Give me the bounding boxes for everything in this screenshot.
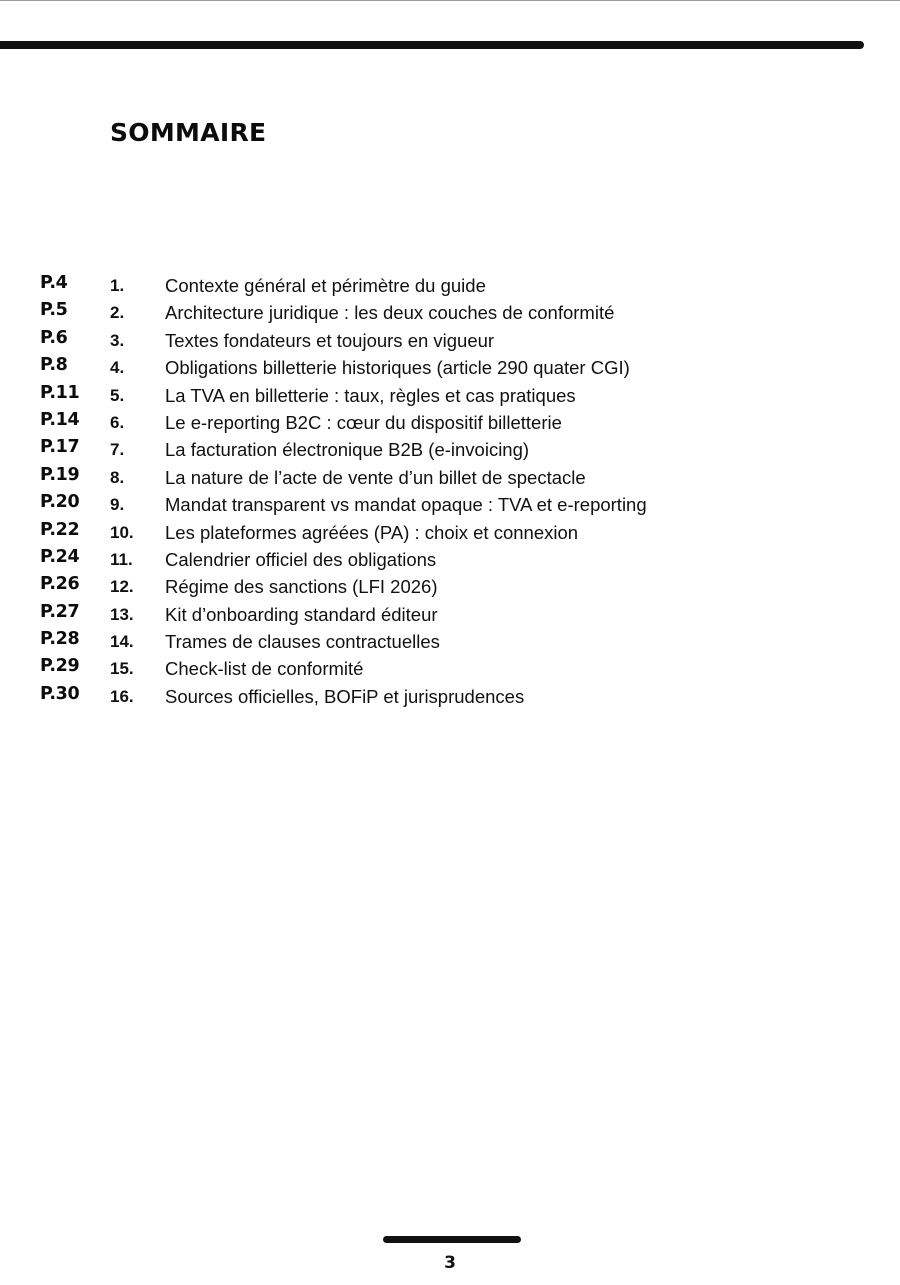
toc-section-number: 11. — [110, 549, 133, 569]
toc-section-title: La TVA en billetterie : taux, règles et cas pratiques — [165, 384, 576, 406]
table-of-contents — [0, 272, 900, 710]
toc-section-number: 4. — [110, 358, 125, 378]
toc-page-ref: P.8 — [40, 355, 68, 376]
toc-page-ref: P.28 — [40, 629, 80, 650]
toc-section-number: 1. — [110, 276, 125, 295]
toc-page-ref: P.11 — [40, 382, 80, 403]
toc-page-ref: P.17 — [40, 437, 80, 458]
toc-section-title: Sources officielles, BOFiP et jurisprudences — [165, 685, 525, 707]
toc-entry-7[interactable] — [0, 436, 900, 463]
toc-section-title: Régime des sanctions (LFI 2026) — [165, 576, 438, 598]
toc-entry-2[interactable] — [0, 299, 900, 326]
toc-page-ref: P.6 — [40, 327, 68, 348]
toc-section-title: Architecture juridique : les deux couches de conformité — [165, 302, 615, 324]
toc-page-ref: P.14 — [40, 409, 80, 430]
top-hairline — [0, 0, 900, 1]
toc-entry-6[interactable] — [0, 409, 900, 436]
toc-page-ref: P.22 — [40, 519, 80, 540]
toc-section-title: Calendrier officiel des obligations — [165, 548, 437, 570]
toc-entry-13[interactable] — [0, 601, 900, 628]
toc-entry-15[interactable] — [0, 655, 900, 682]
toc-page-ref: P.26 — [40, 574, 80, 595]
toc-entry-9[interactable] — [0, 491, 900, 518]
toc-entry-5[interactable] — [0, 382, 900, 409]
toc-section-title: Mandat transparent vs mandat opaque : TVA et e-reporting — [165, 494, 647, 516]
toc-section-number: 14. — [110, 632, 134, 652]
toc-section-number: 8. — [110, 467, 125, 487]
toc-entry-10[interactable] — [0, 519, 900, 546]
toc-section-title: Les plateformes agréées (PA) : choix et connexion — [165, 521, 579, 543]
toc-page-ref: P.27 — [40, 601, 80, 622]
toc-section-number: 5. — [110, 385, 125, 405]
header-rule — [0, 41, 864, 49]
toc-section-number: 16. — [110, 686, 134, 706]
toc-section-number: 9. — [110, 495, 125, 515]
toc-entry-14[interactable] — [0, 628, 900, 655]
toc-section-title: Kit d’onboarding standard éditeur — [165, 603, 438, 625]
toc-page-ref: P.4 — [40, 273, 68, 293]
toc-entry-11[interactable] — [0, 546, 900, 573]
toc-section-title: Check-list de conformité — [165, 658, 364, 680]
toc-page-ref: P.30 — [40, 683, 80, 704]
toc-page-ref: P.20 — [40, 492, 80, 513]
toc-entry-8[interactable] — [0, 464, 900, 491]
toc-page-ref: P.5 — [40, 300, 68, 321]
toc-section-number: 2. — [110, 303, 125, 323]
toc-page-ref: P.29 — [40, 656, 80, 677]
toc-entry-4[interactable] — [0, 354, 900, 381]
toc-section-title: La nature de l’acte de vente d’un billet de spectacle — [165, 466, 586, 488]
toc-section-title: Le e-reporting B2C : cœur du dispositif billetterie — [165, 411, 562, 433]
toc-section-number: 13. — [110, 604, 134, 624]
toc-section-number: 12. — [110, 577, 134, 597]
toc-page-ref: P.24 — [40, 546, 80, 567]
toc-entry-12[interactable] — [0, 573, 900, 600]
toc-page-ref: P.19 — [40, 464, 80, 485]
toc-section-title: Trames de clauses contractuelles — [165, 631, 440, 653]
toc-section-number: 7. — [110, 440, 125, 460]
toc-entry-16[interactable] — [0, 683, 900, 710]
toc-section-title: Obligations billetterie historiques (article 290 quater CGI) — [165, 357, 630, 379]
toc-entry-3[interactable] — [0, 327, 900, 354]
toc-section-number: 10. — [110, 522, 134, 542]
toc-section-title: Contexte général et périmètre du guide — [165, 275, 486, 296]
footer-rule — [383, 1236, 521, 1243]
page-number: 3 — [444, 1253, 456, 1273]
toc-section-title: Textes fondateurs et toujours en vigueur — [165, 329, 495, 351]
toc-section-title: La facturation électronique B2B (e-invoicing) — [165, 439, 530, 461]
toc-section-number: 6. — [110, 412, 125, 432]
page-title: SOMMAIRE — [110, 118, 267, 147]
toc-entry-1[interactable] — [0, 272, 900, 299]
toc-section-number: 15. — [110, 659, 134, 679]
toc-section-number: 3. — [110, 330, 125, 350]
